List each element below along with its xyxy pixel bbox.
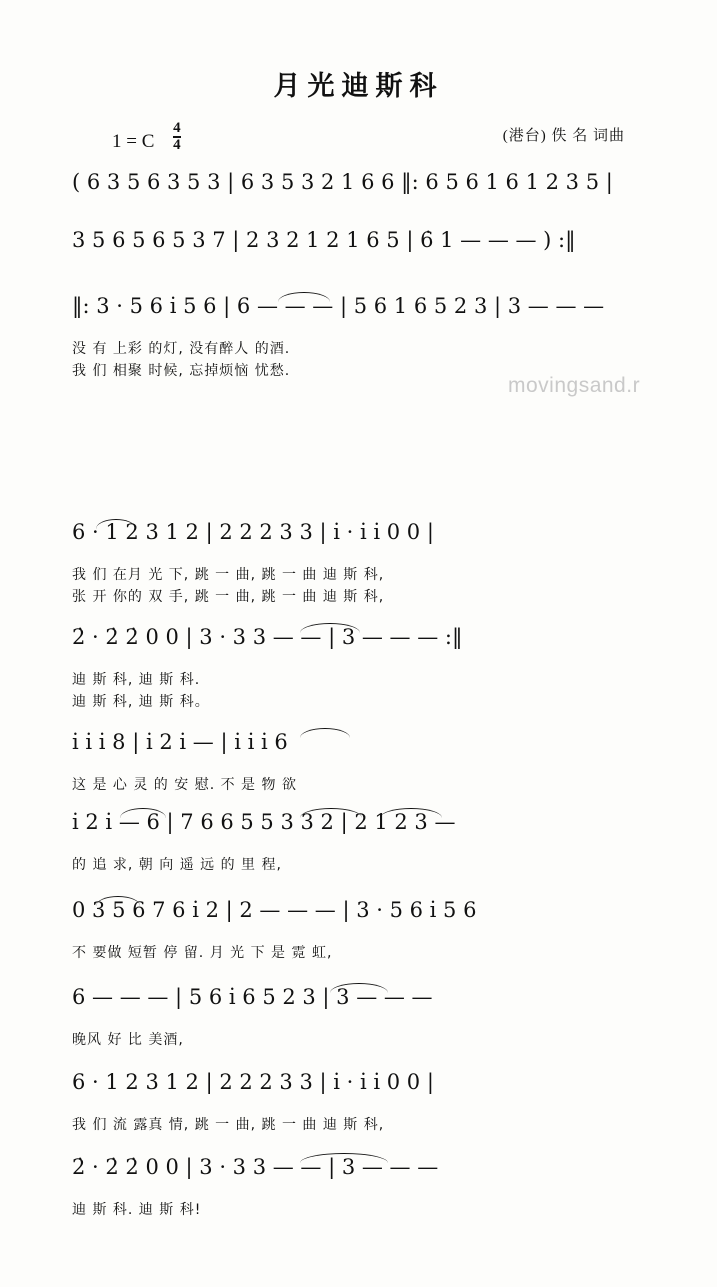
system-final-1 xyxy=(72,1070,648,1136)
notation-row: 6 · 1 2 3 1 2 | 2 2 2 3 3 | i̇ · i̇ i̇ 0 0 | xyxy=(72,1070,434,1094)
system-final-2 xyxy=(72,1155,648,1221)
lyric-line: 迪 斯 科, 迪 斯 科。 xyxy=(72,694,210,710)
notation-row: ( 6 3 5 6 3 5 3 | 6 3 5 3 2 1 6 6 ‖: 6 5 6 1 6 1 2 3 5 | xyxy=(72,170,613,194)
key-signature-line xyxy=(112,120,181,153)
notation-row: i̇ 2 i̇ — 6 | 7 6 6 5 5 3 3 2 | 2 1 2 3 — xyxy=(72,810,456,834)
lyric-line: 没 有 上彩 的灯, 没有醉人 的酒. xyxy=(72,341,291,357)
system-verse-1 xyxy=(72,294,648,382)
time-signature-numerator: 4 xyxy=(173,120,181,136)
notation-row: 2̇ · 2̇ 2̇ 0 0 | 3 · 3 3 — — | 3 — — — xyxy=(72,1155,439,1179)
watermark: movingsand.r xyxy=(508,374,641,397)
lyric-line: 迪 斯 科, 迪 斯 科. xyxy=(72,672,201,688)
system-bridge-3 xyxy=(72,898,648,964)
time-signature xyxy=(173,122,181,153)
lyric-line: 的 追 求, 朝 向 遥 远 的 里 程, xyxy=(72,857,282,873)
system-verse-3 xyxy=(72,625,648,713)
lyric-line: 迪 斯 科. 迪 斯 科! xyxy=(72,1202,202,1218)
system-intro-2 xyxy=(72,228,648,262)
notation-row: i̇ i̇ i̇ 8 | i̇ 2 i̇ — | i̇ i̇ i̇ 6 xyxy=(72,730,288,754)
lyric-line: 这 是 心 灵 的 安 慰. 不 是 物 欲 xyxy=(72,777,297,793)
lyric-line: 我 们 在月 光 下, 跳 一 曲, 跳 一 曲 迪 斯 科, xyxy=(72,567,385,583)
notation-row: ‖: 3 · 5 6 i̇ 5 6 | 6 — — — | 5 6 1 6 5 2 3 | 3 — — — xyxy=(72,294,605,318)
notation-row: 3 5 6 5 6 5 3 7 | 2 3 2 1 2 1 6 5 | 6̇ 1 — — — ) :‖ xyxy=(72,228,576,252)
system-bridge-2 xyxy=(72,810,648,876)
page-title: 月光迪斯科 xyxy=(273,71,444,102)
notation-row: 0 3 5 6 7 6 i̇ 2 | 2 — — — | 3 · 5 6 i̇ 5 6 xyxy=(72,898,477,922)
lyric-line: 晚风 好 比 美酒, xyxy=(72,1032,184,1048)
time-signature-denominator: 4 xyxy=(173,136,181,153)
notation-row: 2̇ · 2̇ 2̇ 0 0 | 3 · 3 3 — — | 3 — — — :‖ xyxy=(72,625,463,649)
system-intro-1 xyxy=(72,170,648,204)
lyric-line: 我 们 流 露真 情, 跳 一 曲, 跳 一 曲 迪 斯 科, xyxy=(72,1117,385,1133)
key-signature: 1 = C xyxy=(112,130,155,152)
system-bridge-4 xyxy=(72,985,648,1051)
lyric-line: 不 要做 短暂 停 留. 月 光 下 是 霓 虹, xyxy=(72,945,333,961)
system-bridge-1 xyxy=(72,730,648,796)
lyric-line: 我 们 相聚 时候, 忘掉烦恼 忧愁. xyxy=(72,363,291,379)
system-verse-2 xyxy=(72,520,648,608)
composer-credit: (港台) 佚 名 词曲 xyxy=(502,128,625,144)
lyric-line: 张 开 你的 双 手, 跳 一 曲, 跳 一 曲 迪 斯 科, xyxy=(72,589,385,605)
notation-row: 6 · 1 2 3 1 2 | 2 2 2 3 3 | i̇ · i̇ i̇ 0 0 | xyxy=(72,520,434,544)
notation-row: 6 — — — | 5 6 i̇ 6 5 2 3 | 3 — — — xyxy=(72,985,433,1009)
